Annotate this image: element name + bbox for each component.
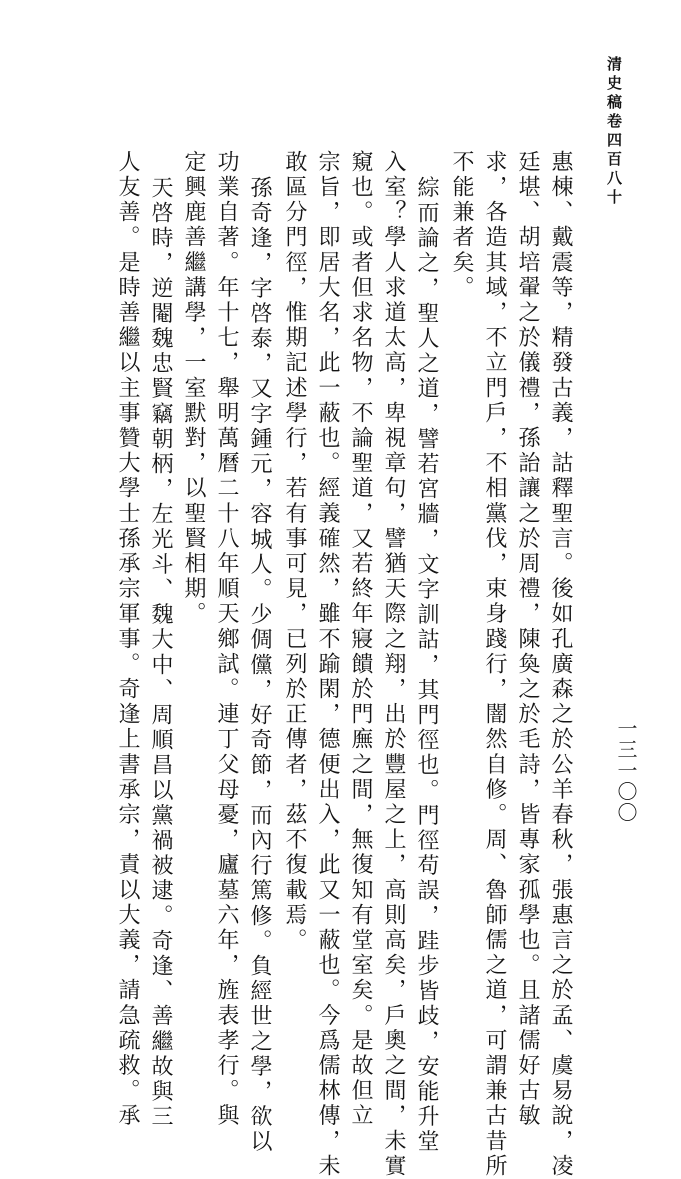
text-column-13: 天啓時，逆閹魏忠賢竊朝柄，左光斗、魏大中、周順昌以黨禍被逮。奇逢、善繼故與三: [148, 176, 173, 1130]
running-header: 清史稿卷四百八十: [605, 56, 623, 208]
text-column-11: 功業自著。年十七，舉明萬曆二十八年順天鄉試。連丁父母憂，廬墓六年，旌表孝行。與: [214, 150, 239, 1129]
text-column-9: 敢區分門徑，惟期記述學行，若有事可見，已列於正傳者，茲不復載焉。: [282, 150, 307, 954]
text-column-3: 求，各造其域，不立門戶，不相黨伐，束身踐行，闇然自修。周、魯師儒之道，可謂兼古昔所: [482, 150, 507, 1179]
text-column-2: 廷堪、胡培翬之於儀禮，孫詒讓之於周禮，陳奐之於毛詩，皆專家孤學也。且諸儒好古敏: [515, 150, 540, 1129]
text-column-14: 人友善。是時善繼以主事贊大學士孫承宗軍事。奇逢上書承宗，責以大義，請急疏救。承: [115, 150, 140, 1129]
text-column-8: 宗旨，即居大名，此一蔽也。經義確然，雖不踰閑，德便出入，此又一蔽也。今爲儒林傳，未: [315, 150, 340, 1179]
page-number: 一三一〇〇: [614, 718, 638, 823]
text-column-4: 不能兼者矣。: [449, 150, 474, 301]
text-column-1: 惠棟、戴震等，精發古義，詁釋聖言。後如孔廣森之於公羊春秋，張惠言之於孟、虞易說，凌: [548, 150, 573, 1179]
text-column-7: 窺也。或者但求名物，不論聖道，又若終年寢饋於門廡之間，無復知有堂室矣。是故但立: [348, 150, 373, 1129]
text-column-6: 入室？學人求道太高，卑視章句，譬猶天際之翔，出於豐屋之上，高則高矣，戶奧之間，未實: [381, 150, 406, 1179]
text-column-5: 綜而論之，聖人之道，譬若宮牆，文字訓詁，其門徑也。門徑苟誤，跬步皆歧，安能升堂: [414, 176, 439, 1155]
text-column-12: 定興鹿善繼講學，一室默對，以聖賢相期。: [181, 150, 206, 627]
text-column-10: 孫奇逢，字啓泰，又字鍾元，容城人。少倜儻，好奇節，而內行篤修。負經世之學，欲以: [247, 176, 272, 1155]
